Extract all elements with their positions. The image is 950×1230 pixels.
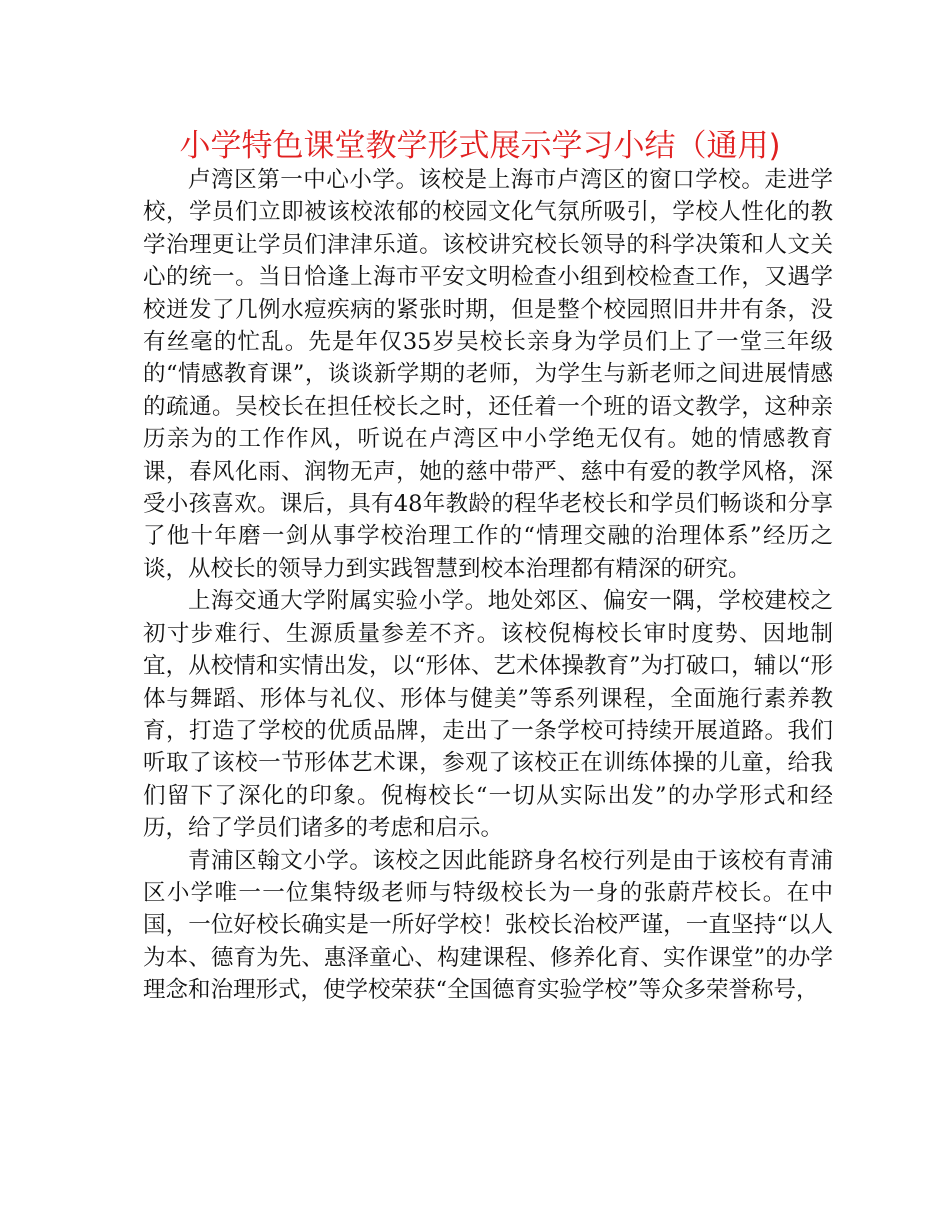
paragraph-qingpu-hanwen-primary: 青浦区翰文小学。该校之因此能跻身名校行列是由于该校有青浦区小学唯一一位集特级老师与特级校长为一身的张蔚芹校长。在中国，一位好校长确实是一所好学校！张校长治校严谨，一直坚持“以人为本、德育为先、惠泽童心、构建课程、修养化育、实作课堂”的办学理念和治理形式，使学校荣获“全国德育实验学校”等众多荣誉称号， <box>143 847 833 1004</box>
paragraph-luwan-first-primary: 卢湾区第一中心小学。该校是上海市卢湾区的窗口学校。走进学校，学员们立即被该校浓郁的校园文化气氛所吸引，学校人性化的教学治理更让学员们津津乐道。该校讲究校长领导的科学决策和人文关心的统一。当日恰逢上海市平安文明检查小组到校检查工作，又遇学校迸发了几例水痘疾病的紧张时期，但是整个校园照旧井井有条，没有丝毫的忙乱。先是年仅35岁吴校长亲身为学员们上了一堂三年级的“情感教育课”，谈谈新学期的老师，为学生与新老师之间进展情感的疏通。吴校长在担任校长之时，还任着一个班的语文教学，这种亲历亲为的工作作风，听说在卢湾区中小学绝无仅有。她的情感教育课，春风化雨、润物无声，她的慈中带严、慈中有爱的教学风格，深受小孩喜欢。课后，具有48年教龄的程华老校长和学员们畅谈和分享了他十年磨一剑从事学校治理工作的“情理交融的治理体系”经历之谈，从校长的领导力到实践智慧到校本治理都有精深的研究。 <box>143 167 833 582</box>
document-body <box>143 164 833 1007</box>
document-title: 小学特色课堂教学形式展示学习小结（通用) <box>179 128 781 164</box>
paragraph-sjtu-affiliated-primary: 上海交通大学附属实验小学。地处郊区、偏安一隅，学校建校之初寸步难行、生源质量参差不齐。该校倪梅校长审时度势、因地制宜，从校情和实情出发，以“形体、艺术体操教育”为打破口，辅以“形体与舞蹈、形体与礼仪、形体与健美”等系列课程，全面施行素养教育，打造了学校的优质品牌，走出了一条学校可持续开展道路。我们听取了该校一节形体艺术课，参观了该校正在训练体操的儿童，给我们留下了深化的印象。倪梅校长“一切从实际出发”的办学形式和经历，给了学员们诸多的考虑和启示。 <box>143 588 833 842</box>
